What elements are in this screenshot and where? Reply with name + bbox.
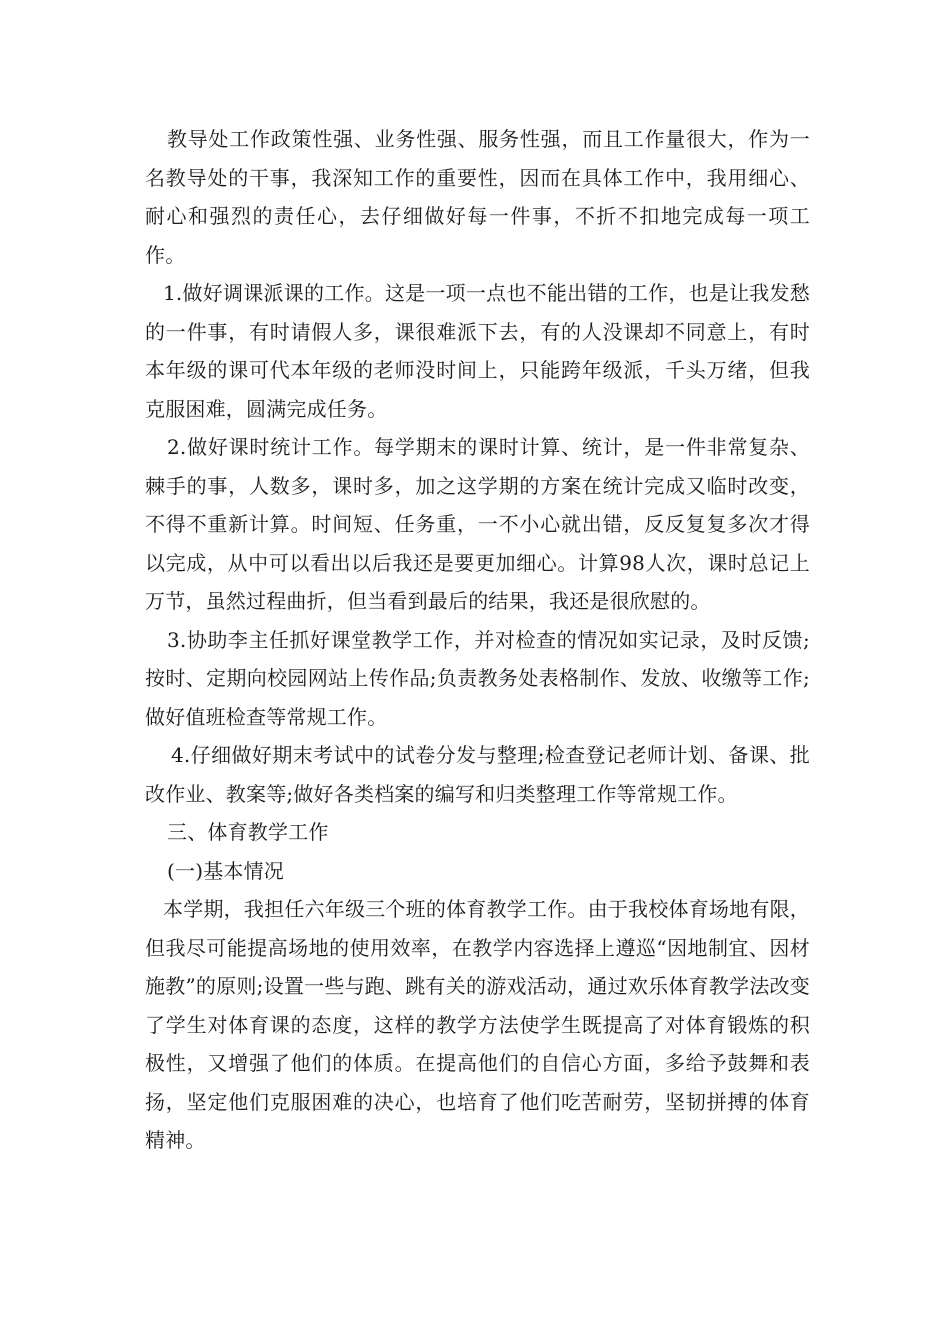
paragraph-item-4: 4.仔细做好期末考试中的试卷分发与整理;检查登记老师计划、备课、批改作业、教案等;做好各类档案的编写和归类整理工作等常规工作。 [145,743,810,806]
paragraph-intro: 教导处工作政策性强、业务性强、服务性强，而且工作量很大，作为一名教导处的干事，我深知工作的重要性，因而在具体工作中，我用细心、耐心和强烈的责任心，去仔细做好每一件事，不折不扣地完成每一项工作。 [145,127,810,267]
document-body [145,120,810,1160]
paragraph-item-1: 1.做好调课派课的工作。这是一项一点也不能出错的工作，也是让我发愁的一件事，有时请假人多，课很难派下去，有的人没课却不同意上，有时本年级的课可代本年级的老师没时间上，只能跨年级派，千头万绪，但我克服困难，圆满完成任务。 [145,281,810,421]
paragraph-item-3: 3.协助李主任抓好课堂教学工作，并对检查的情况如实记录，及时反馈;按时、定期向校园网站上传作品;负责教务处表格制作、发放、收缴等工作;做好值班检查等常规工作。 [145,627,810,729]
paragraph-item-2: 2.做好课时统计工作。每学期末的课时计算、统计，是一件非常复杂、棘手的事，人数多，课时多，加之这学期的方案在统计完成又临时改变，不得不重新计算。时间短、任务重，一不小心就出错，反反复复多次才得以完成，从中可以看出以后我还是要更加细心。计算98人次，课时总记上万节，虽然过程曲折，但当看到最后的结果，我还是很欣慰的。 [145,435,810,613]
paragraph-basic-situation: 本学期，我担任六年级三个班的体育教学工作。由于我校体育场地有限，但我尽可能提高场地的使用效率，在教学内容选择上遵巡“因地制宜、因材施教”的原则;设置一些与跑、跳有关的游戏活动，通过欢乐体育教学法改变了学生对体育课的态度，这样的教学方法使学生既提高了对体育锻炼的积极性，又增强了他们的体质。在提高他们的自信心方面，多给予鼓舞和表扬，坚定他们克服困难的决心，也培育了他们吃苦耐劳，坚韧拼搏的体育精神。 [145,897,810,1152]
subsection-heading: (一)基本情况 [167,858,285,883]
section-heading: 三、体育教学工作 [167,820,329,844]
